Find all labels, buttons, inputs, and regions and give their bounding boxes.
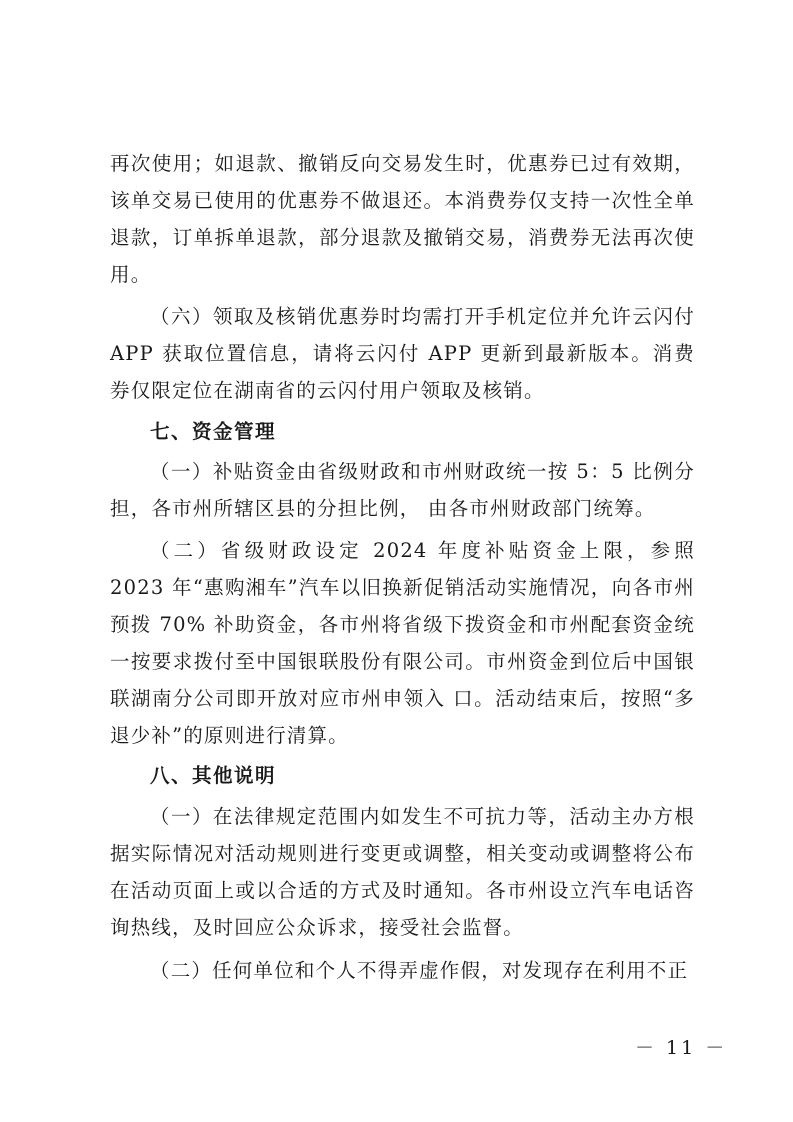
paragraph-fund-2: （二）省级财政设定 2024 年度补贴资金上限，参照 2023 年“惠购湘车”汽车以旧换新促销活动实施情况，向各市州预拨 70% 补助资金，各市州将省级下拨资金和市州配套资金统一按要求拨付至中国银联股份有限公司。市州资金到位后中国银联湖南分公司即开放对应市州申领入 口。活动结束后，按照“多退少补”的原则进行清算。 xyxy=(110,539,695,747)
section-heading-7: 七、资金管理 xyxy=(150,420,277,443)
paragraph-item-6: （六）领取及核销优惠券时均需打开手机定位并允许云闪付APP 获取位置信息，请将云闪付 APP 更新到最新版本。消费券仅限定位在湖南省的云闪付用户领取及核销。 xyxy=(110,305,695,402)
section-heading-8: 八、其他说明 xyxy=(150,764,277,787)
page-number: － 11 － xyxy=(635,1037,728,1059)
paragraph-continuation: 再次使用；如退款、撤销反向交易发生时，优惠券已过有效期，该单交易已使用的优惠券不做退还。本消费券仅支持一次性全单退款，订单拆单退款，部分退款及撤销交易，消费券无法再次使用。 xyxy=(110,152,695,286)
paragraph-other-1: （一）在法律规定范围内如发生不可抗力等，活动主办方根据实际情况对活动规则进行变更或调整，相关变动或调整将公布在活动页面上或以合适的方式及时通知。各市州设立汽车电话咨询热线，及时回应公众诉求，接受社会监督。 xyxy=(110,805,695,939)
paragraph-fund-1: （一）补贴资金由省级财政和市州财政统一按 5：5 比例分担，各市州所辖区县的分担比例， 由各市州财政部门统筹。 xyxy=(110,460,695,520)
paragraph-other-2: （二）任何单位和个人不得弄虚作假，对发现存在利用不正 xyxy=(150,959,689,982)
